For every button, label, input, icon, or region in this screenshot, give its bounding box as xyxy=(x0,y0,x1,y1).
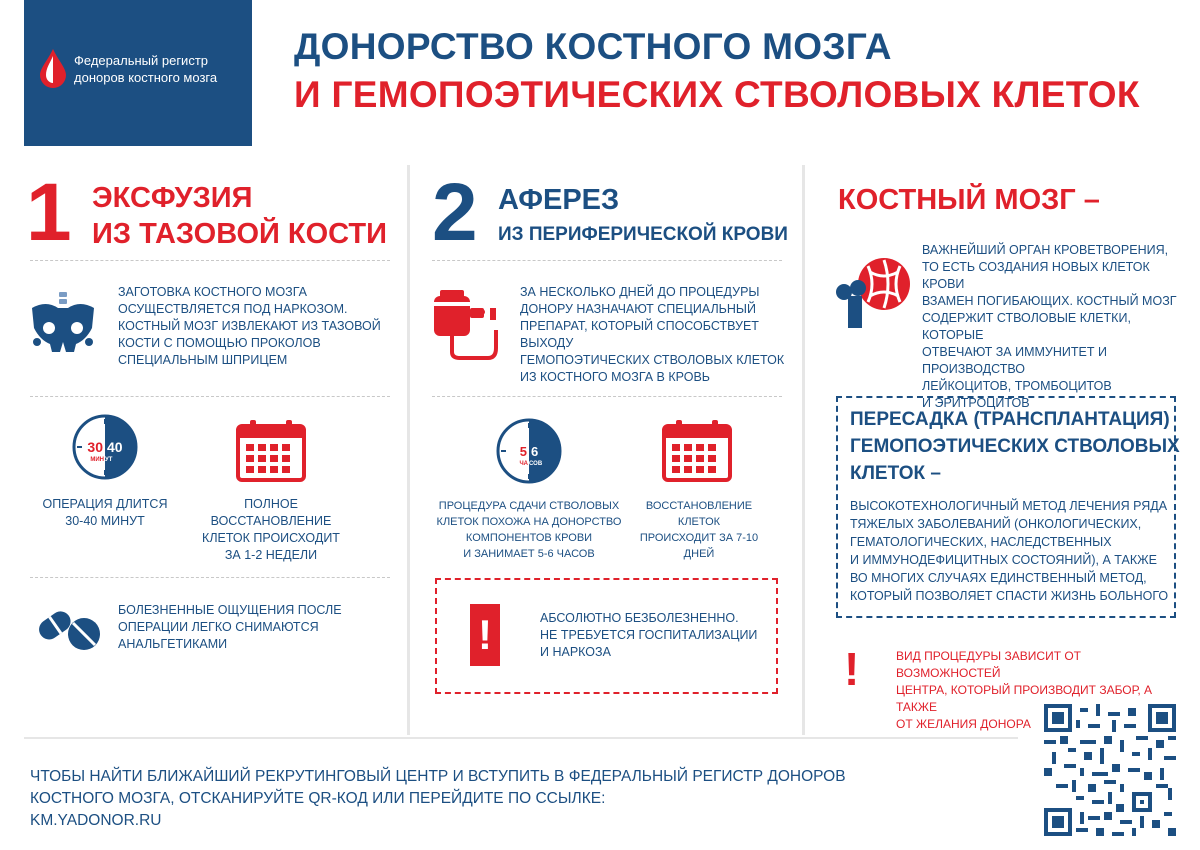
footer-text xyxy=(30,766,1030,832)
footer-line-2: КОСТНОГО МОЗГА, ОТСКАНИРУЙТЕ QR-КОД ИЛИ ПЕРЕЙДИТЕ ПО ССЫЛКЕ: xyxy=(30,790,606,807)
divider xyxy=(30,577,390,578)
text-line: ВИД ПРОЦЕДУРЫ ЗАВИСИТ ОТ ВОЗМОЖНОСТЕЙ xyxy=(896,649,1082,680)
text-line: КОМПОНЕНТОВ КРОВИ xyxy=(465,532,593,544)
col2-intro xyxy=(520,284,795,386)
clock-value-right: 40 xyxy=(107,439,123,455)
text-line: КЛЕТОК – xyxy=(850,463,941,484)
text-line: ОТВЕЧАЮТ ЗА ИММУНИТЕТ И ПРОИЗВОДСТВО xyxy=(922,345,1107,376)
text-line: ВО МНОГИХ СЛУЧАЯХ ЕДИНСТВЕННЫЙ МЕТОД, xyxy=(850,571,1147,585)
col1-pain xyxy=(118,602,388,653)
text-line: ВЫСОКОТЕХНОЛОГИЧНЫЙ МЕТОД ЛЕЧЕНИЯ РЯДА xyxy=(850,499,1168,513)
clock-value-left: 5 xyxy=(519,444,527,459)
text-line: И ИММУНОДЕФИЦИТНЫХ СОСТОЯНИЙ), А ТАКЖЕ xyxy=(850,553,1158,567)
text-line: ИЗ КОСТНОГО МОЗГА В КРОВЬ xyxy=(520,370,710,384)
clock-value-right: 6 xyxy=(531,444,539,459)
logo-line-2: доноров костного мозга xyxy=(74,70,218,85)
text-line: ТО ЕСТЬ СОЗДАНИЯ НОВЫХ КЛЕТОК КРОВИ xyxy=(922,260,1150,291)
page-title-line-1: ДОНОРСТВО КОСТНОГО МОЗГА xyxy=(294,26,892,67)
step-number-2: 2 xyxy=(432,167,478,258)
text-line: ВОССТАНОВЛЕНИЕ КЛЕТОК xyxy=(645,500,753,528)
text-line: НЕ ТРЕБУЕТСЯ ГОСПИТАЛИЗАЦИИ xyxy=(540,628,758,642)
text-line: ВЗАМЕН ПОГИБАЮЩИХ. КОСТНЫЙ МОЗГ xyxy=(922,294,1177,308)
text-line: СПЕЦИАЛЬНЫМ ШПРИЦЕМ xyxy=(118,353,288,367)
text-line: ЗАГОТОВКА КОСТНОГО МОЗГА xyxy=(118,285,307,299)
text-line: ПРОИСХОДИТ ЗА 7-10 ДНЕЙ xyxy=(639,532,759,560)
text-line: ЗА НЕСКОЛЬКО ДНЕЙ ДО ПРОЦЕДУРЫ xyxy=(520,285,760,299)
text-line: ТЯЖЕЛЫХ ЗАБОЛЕВАНИЙ (ОНКОЛОГИЧЕСКИХ, xyxy=(850,517,1142,531)
footer-link[interactable]: KM.YADONOR.RU xyxy=(30,812,162,829)
clock-unit-right: УТ xyxy=(105,457,113,463)
col1-title-line-1: ЭКСФУЗИЯ xyxy=(92,182,253,214)
text-line: КОСТИ С ПОМОЩЬЮ ПРОКОЛОВ xyxy=(118,336,321,350)
clock-icon xyxy=(72,414,138,480)
blood-bag-icon xyxy=(430,290,502,362)
step-number-1: 1 xyxy=(26,167,72,258)
footer-divider xyxy=(24,737,1018,739)
text-line: КОСТНЫЙ МОЗГ ИЗВЛЕКАЮТ ИЗ ТАЗОВОЙ xyxy=(118,319,381,333)
transplant-text xyxy=(850,497,1170,605)
text-line: ОСУЩЕСТВЛЯЕТСЯ ПОД НАРКОЗОМ. xyxy=(118,302,348,316)
logo-text xyxy=(74,52,249,86)
text-line: ЗА 1-2 НЕДЕЛИ xyxy=(224,548,318,562)
text-line: ВАЖНЕЙШИЙ ОРГАН КРОВЕТВОРЕНИЯ, xyxy=(922,243,1169,257)
col2-painless xyxy=(540,610,770,661)
warning-icon: ! xyxy=(470,604,500,666)
bone-marrow-icon xyxy=(834,252,918,332)
qr-code[interactable] xyxy=(1044,704,1176,836)
divider xyxy=(30,396,390,397)
clock-unit-right: СОВ xyxy=(529,461,543,467)
text-line: 30-40 МИНУТ xyxy=(65,514,145,528)
text-line: И ЭРИТРОЦИТОВ xyxy=(922,396,1030,410)
text-line: ГЕМОПОЭТИЧЕСКИХ СТВОЛОВЫХ КЛЕТОК xyxy=(520,353,785,367)
text-line: БОЛЕЗНЕННЫЕ ОЩУЩЕНИЯ ПОСЛЕ xyxy=(118,603,342,617)
col3-intro xyxy=(922,242,1184,412)
text-line: АНАЛЬГЕТИКАМИ xyxy=(118,637,228,651)
text-line: ПОЛНОЕ ВОССТАНОВЛЕНИЕ xyxy=(210,497,332,528)
text-line: ОПЕРАЦИИ ЛЕГКО СНИМАЮТСЯ xyxy=(118,620,319,634)
transplant-title xyxy=(850,406,1180,487)
text-line: ЦЕНТРА, КОТОРЫЙ ПРОИЗВОДИТ ЗАБОР, А ТАКЖЕ xyxy=(896,683,1153,714)
col1-title-line-2: ИЗ ТАЗОВОЙ КОСТИ xyxy=(92,218,387,250)
text-line: И НАРКОЗА xyxy=(540,645,611,659)
col3-title: КОСТНЫЙ МОЗГ – xyxy=(838,184,1100,216)
text-line: СОДЕРЖИТ СТВОЛОВЫЕ КЛЕТКИ, КОТОРЫЕ xyxy=(922,311,1131,342)
footer-line-1: ЧТОБЫ НАЙТИ БЛИЖАЙШИЙ РЕКРУТИНГОВЫЙ ЦЕНТР И ВСТУПИТЬ В ФЕДЕРАЛЬНЫЙ РЕГИСТР ДОНОРОВ xyxy=(30,768,846,785)
col1-intro xyxy=(118,284,388,369)
text-line: ПРЕПАРАТ, КОТОРЫЙ СПОСОБСТВУЕТ ВЫХОДУ xyxy=(520,319,759,350)
blood-drop-logo-icon xyxy=(38,48,68,88)
col1-duration xyxy=(30,496,180,530)
clock-icon xyxy=(496,418,562,484)
text-line: ОПЕРАЦИЯ ДЛИТСЯ xyxy=(42,497,168,511)
page-title-line-2: И ГЕМОПОЭТИЧЕСКИХ СТВОЛОВЫХ КЛЕТОК xyxy=(294,74,1140,115)
text-line: ЛЕЙКОЦИТОВ, ТРОМБОЦИТОВ xyxy=(922,379,1112,393)
col2-duration xyxy=(436,498,622,562)
calendar-icon xyxy=(236,418,306,482)
col2-title-line-2: ИЗ ПЕРИФЕРИЧЕСКОЙ КРОВИ xyxy=(498,224,788,245)
clock-unit-left: МИН xyxy=(90,457,104,463)
clock-value-left: 30 xyxy=(87,439,103,455)
text-line: КЛЕТОК ПРОИСХОДИТ xyxy=(202,531,340,545)
warning-icon: ! xyxy=(844,643,860,695)
text-line: АБСОЛЮТНО БЕЗБОЛЕЗНЕННО. xyxy=(540,611,739,625)
text-line: ПРОЦЕДУРА СДАЧИ СТВОЛОВЫХ xyxy=(438,500,620,512)
clock-unit-left: ЧА xyxy=(519,461,528,467)
divider xyxy=(432,260,782,261)
text-line: ПЕРЕСАДКА (ТРАНСПЛАНТАЦИЯ) xyxy=(850,409,1170,430)
col2-recovery xyxy=(624,498,774,562)
text-line: ДОНОРУ НАЗНАЧАЮТ СПЕЦИАЛЬНЫЙ xyxy=(520,302,756,316)
column-divider-2 xyxy=(802,165,805,735)
text-line: ОТ ЖЕЛАНИЯ ДОНОРА xyxy=(896,717,1031,731)
text-line: ГЕМОПОЭТИЧЕСКИХ СТВОЛОВЫХ xyxy=(850,436,1180,457)
pills-icon xyxy=(34,596,104,654)
col2-title-line-1: АФЕРЕЗ xyxy=(498,184,620,216)
text-line: КОТОРЫЙ ПОЗВОЛЯЕТ СПАСТИ ЖИЗНЬ БОЛЬНОГО xyxy=(850,589,1169,603)
divider xyxy=(30,260,390,261)
column-divider-1 xyxy=(407,165,410,735)
col1-recovery xyxy=(186,496,356,564)
pelvis-icon xyxy=(28,290,98,360)
calendar-icon xyxy=(662,418,732,482)
text-line: КЛЕТОК ПОХОЖА НА ДОНОРСТВО xyxy=(436,516,622,528)
text-line: ГЕМАТОЛОГИЧЕСКИХ, НАСЛЕДСТВЕННЫХ xyxy=(850,535,1112,549)
text-line: И ЗАНИМАЕТ 5-6 ЧАСОВ xyxy=(463,548,595,560)
logo-line-1: Федеральный регистр xyxy=(74,53,209,68)
divider xyxy=(432,396,782,397)
